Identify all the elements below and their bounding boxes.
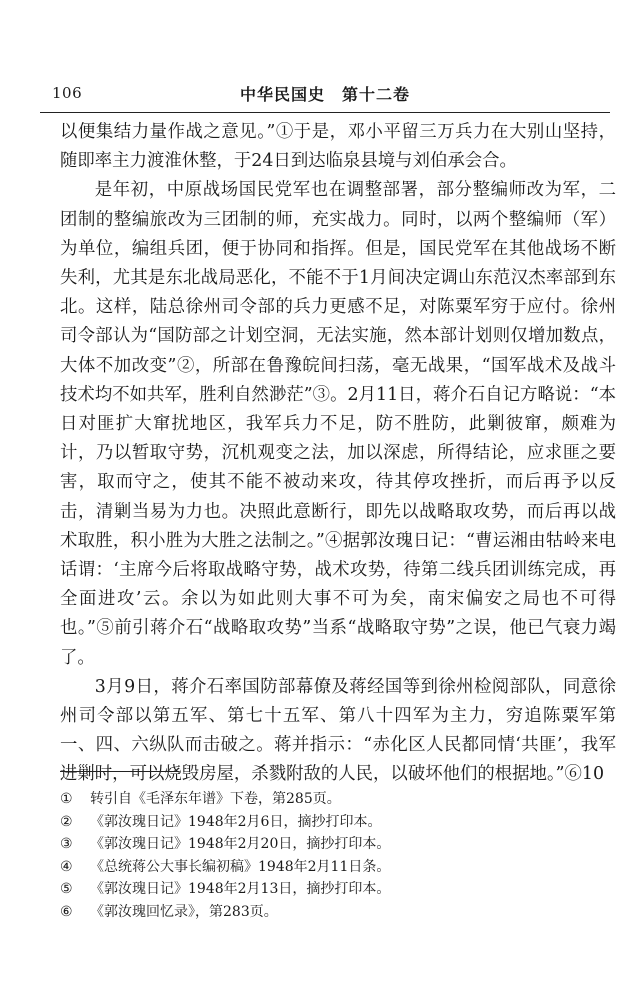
body-text xyxy=(60,118,616,790)
page-number: 106 xyxy=(52,84,83,102)
paragraph: 以便集结力量作战之意见。”①于是，邓小平留三万兵力在大别山坚持，随即率主力渡淮休整，于24日到达临泉县境与刘伯承会合。 xyxy=(60,122,616,172)
footnote xyxy=(60,811,600,834)
footnote-mark: ⑥ xyxy=(60,903,73,920)
footnote-divider xyxy=(60,771,178,772)
footnote-mark: ② xyxy=(60,813,73,830)
footnote xyxy=(60,901,600,924)
footnote-mark: ① xyxy=(60,791,73,807)
footnotes xyxy=(60,788,600,923)
footnote-text: 《郭汝瑰日记》1948年2月13日，摘抄打印本。 xyxy=(90,881,391,897)
footnote xyxy=(60,788,600,811)
page-header xyxy=(40,72,610,113)
footnote xyxy=(60,856,600,879)
footnote-text: 《郭汝瑰日记》1948年2月6日，摘抄打印本。 xyxy=(90,813,382,830)
running-title: 中华民国史 第十二卷 xyxy=(239,85,410,104)
footnote xyxy=(60,878,600,901)
paragraph: 3月9日，蒋介石率国防部幕僚及蒋经国等到徐州检阅部队，同意徐州司令部以第五军、第七十五军、第八十四军为主力，穷追陈粟军第一、四、六纵队而击破之。蒋并指示：“赤化区人民都同情‘共匪’，我军进剿时，可以烧毁房屋，杀戮附敌的人民，以破坏他们的根据地。”⑥10 xyxy=(60,676,616,785)
footnote-text: 转引自《毛泽东年谱》下卷，第285页。 xyxy=(90,791,341,807)
footnote-text: 《郭汝瑰日记》1948年2月20日，摘抄打印本。 xyxy=(90,836,391,852)
footnote-mark: ③ xyxy=(60,836,73,852)
footnote-text: 《总统蒋公大事长编初稿》1948年2月11日条。 xyxy=(90,858,391,875)
paragraph: 是年初，中原战场国民党军也在调整部署，部分整编师改为军，二团制的整编旅改为三团制的师，充实战力。同时，以两个整编师（军）为单位，编组兵团，便于协同和指挥。但是，国民党军在其他战场不断失利，尤其是东北战局恶化，不能不于1月间决定调山东范汉杰率部到东北。这样，陆总徐州司令部的兵力更感不足，对陈粟军穷于应付。徐州司令部认为“国防部之计划空洞，无法实施，然本部计划则仅增加数点，大体不加改变”②，所部在鲁豫皖间扫荡，毫无战果，“国军战术及战斗技术均不如共军，胜利自然渺茫”③。2月11日，蒋介石自记方略说：“本日对匪扩大窜扰地区，我军兵力不足，防不胜防，此剿彼窜，颇难为计，乃以暂取守势，沉机观变之法，加以深虑，所得结论，应求匪之要害，取而守之，使其不能不被动来攻，待其停攻挫折，而后再予以反击，清剿当易为力也。决照此意断行，即先以战略取攻势，而后再以战术取胜，积小胜为大胜之法制之。”④据郭汝瑰日记：“曹运湘由牯岭来电话谓：‘主席今后将取战略守势，战术攻势，待第二线兵团训练完成，再全面进攻’云。余以为如此则大事不可为矣，南宋偏安之局也不可得也。”⑤前引蒋介石“战略取攻势”当系“战略取守势”之误，他已气衰力竭了。 xyxy=(60,180,616,668)
footnote-text: 《郭汝瑰回忆录》，第283页。 xyxy=(90,903,278,920)
footnote-mark: ④ xyxy=(60,858,73,875)
footnote xyxy=(60,833,600,856)
footnote-mark: ⑤ xyxy=(60,881,73,897)
